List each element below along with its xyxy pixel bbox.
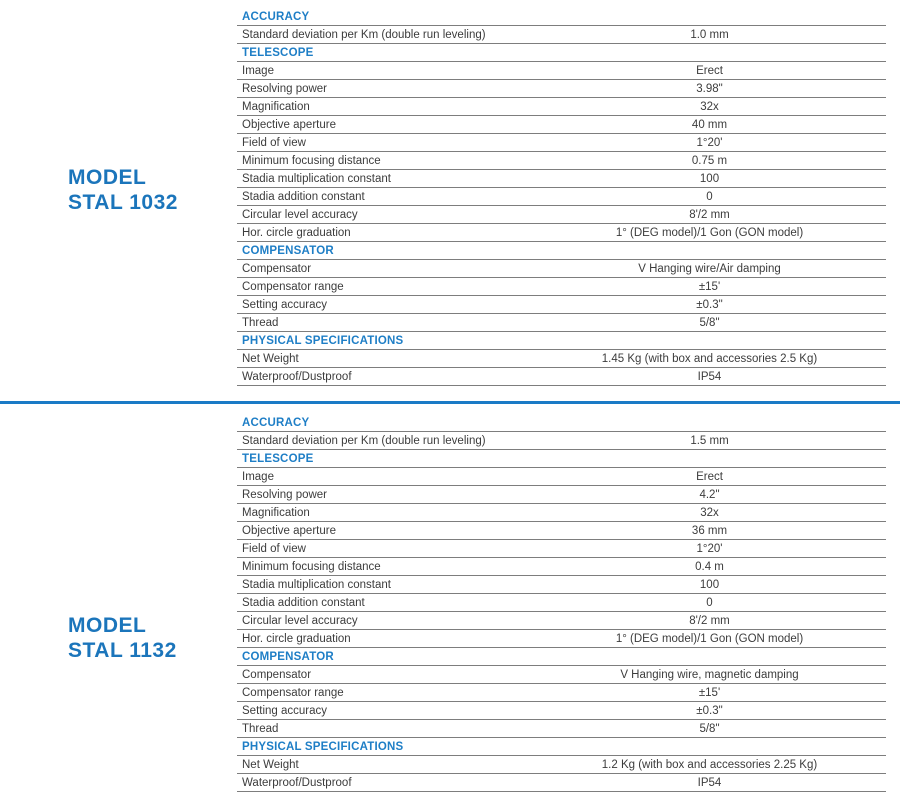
- spec-row-standard-deviation-per-km-double-run-leveling: [237, 26, 886, 44]
- spec-row-minimum-focusing-distance: [237, 152, 886, 170]
- spec-value: 4.2": [699, 488, 720, 501]
- spec-label: Circular level accuracy: [242, 208, 358, 221]
- spec-value: 36 mm: [691, 524, 728, 537]
- spec-row-circular-level-accuracy: [237, 612, 886, 630]
- section-header-telescope: TELESCOPE: [237, 450, 886, 468]
- spec-row-circular-level-accuracy: [237, 206, 886, 224]
- spec-value: 40 mm: [691, 118, 728, 131]
- spec-label: Hor. circle graduation: [242, 632, 351, 645]
- spec-label: Setting accuracy: [242, 704, 328, 717]
- spec-row-field-of-view: [237, 540, 886, 558]
- model-title-line2: STAL 1132: [68, 639, 177, 662]
- spec-label: Hor. circle graduation: [242, 226, 351, 239]
- spec-label: Resolving power: [242, 82, 328, 95]
- section-header-compensator: COMPENSATOR: [237, 242, 886, 260]
- spec-row-hor-circle-graduation: [237, 224, 886, 242]
- spec-row-magnification: [237, 98, 886, 116]
- spec-label: Net Weight: [242, 758, 299, 771]
- spec-value: 1.5 mm: [690, 434, 729, 447]
- spec-row-objective-aperture: [237, 522, 886, 540]
- section-header-physical-specifications: PHYSICAL SPECIFICATIONS: [237, 738, 886, 756]
- spec-value: 100: [699, 172, 720, 185]
- spec-label: Stadia multiplication constant: [242, 578, 391, 591]
- spec-value: 1°20': [696, 542, 723, 555]
- spec-value: ±15': [698, 686, 721, 699]
- spec-value: 32x: [700, 506, 719, 519]
- spec-label: Stadia addition constant: [242, 190, 365, 203]
- spec-table: [237, 8, 886, 386]
- model-title-line1: MODEL: [68, 614, 147, 637]
- spec-label: Standard deviation per Km (double run leveling): [242, 434, 486, 447]
- spec-row-minimum-focusing-distance: [237, 558, 886, 576]
- spec-row-setting-accuracy: [237, 296, 886, 314]
- spec-value: Erect: [696, 470, 723, 483]
- spec-label: Compensator: [242, 262, 312, 275]
- spec-value: 0: [706, 190, 713, 203]
- spec-label: Image: [242, 470, 274, 483]
- spec-label: Field of view: [242, 136, 306, 149]
- spec-value: 8'/2 mm: [689, 208, 730, 221]
- spec-value: IP54: [697, 370, 722, 383]
- spec-label: Objective aperture: [242, 118, 336, 131]
- spec-value: 1.2 Kg (with box and accessories 2.25 Kg): [601, 758, 818, 771]
- spec-value: IP54: [697, 776, 722, 789]
- spec-label: Thread: [242, 722, 279, 735]
- spec-row-net-weight: [237, 756, 886, 774]
- spec-label: Thread: [242, 316, 279, 329]
- spec-value: 0.75 m: [691, 154, 728, 167]
- spec-row-standard-deviation-per-km-double-run-leveling: [237, 432, 886, 450]
- spec-label: Circular level accuracy: [242, 614, 358, 627]
- spec-label: Magnification: [242, 100, 310, 113]
- section-header-accuracy: ACCURACY: [237, 8, 886, 26]
- spec-row-stadia-addition-constant: [237, 594, 886, 612]
- section-header-telescope: TELESCOPE: [237, 44, 886, 62]
- spec-label: Compensator: [242, 668, 312, 681]
- spec-label: Magnification: [242, 506, 310, 519]
- spec-row-resolving-power: [237, 80, 886, 98]
- spec-value: 100: [699, 578, 720, 591]
- spec-row-field-of-view: [237, 134, 886, 152]
- spec-value: 1° (DEG model)/1 Gon (GON model): [615, 226, 804, 239]
- spec-row-resolving-power: [237, 486, 886, 504]
- spec-row-hor-circle-graduation: [237, 630, 886, 648]
- spec-value: 1° (DEG model)/1 Gon (GON model): [615, 632, 804, 645]
- spec-label: Waterproof/Dustproof: [242, 776, 352, 789]
- spec-row-compensator: [237, 260, 886, 278]
- spec-value: 5/8": [699, 722, 720, 735]
- spec-row-setting-accuracy: [237, 702, 886, 720]
- spec-label: Waterproof/Dustproof: [242, 370, 352, 383]
- spec-row-net-weight: [237, 350, 886, 368]
- spec-label: Field of view: [242, 542, 306, 555]
- spec-row-waterproof-dustproof: [237, 774, 886, 792]
- spec-label: Setting accuracy: [242, 298, 328, 311]
- spec-row-thread: [237, 720, 886, 738]
- spec-value: 3.98": [696, 82, 723, 95]
- section-header-physical-specifications: PHYSICAL SPECIFICATIONS: [237, 332, 886, 350]
- spec-label: Minimum focusing distance: [242, 154, 381, 167]
- model-title-line2: STAL 1032: [68, 191, 178, 214]
- spec-row-compensator-range: [237, 278, 886, 296]
- spec-label: Resolving power: [242, 488, 328, 501]
- spec-row-stadia-multiplication-constant: [237, 576, 886, 594]
- spec-value: 32x: [700, 100, 719, 113]
- spec-value: ±0.3": [696, 704, 723, 717]
- spec-value: 5/8": [699, 316, 720, 329]
- spec-label: Minimum focusing distance: [242, 560, 381, 573]
- spec-label: Objective aperture: [242, 524, 336, 537]
- spec-row-compensator-range: [237, 684, 886, 702]
- spec-row-stadia-addition-constant: [237, 188, 886, 206]
- spec-row-magnification: [237, 504, 886, 522]
- spec-value: 1.0 mm: [690, 28, 729, 41]
- spec-value: ±15': [698, 280, 721, 293]
- spec-table: [237, 414, 886, 792]
- spec-label: Stadia multiplication constant: [242, 172, 391, 185]
- section-header-accuracy: ACCURACY: [237, 414, 886, 432]
- spec-value: 1°20': [696, 136, 723, 149]
- model-title-line1: MODEL: [68, 166, 147, 189]
- spec-value: 1.45 Kg (with box and accessories 2.5 Kg): [601, 352, 818, 365]
- spec-row-stadia-multiplication-constant: [237, 170, 886, 188]
- spec-label: Image: [242, 64, 274, 77]
- spec-value: V Hanging wire, magnetic damping: [620, 668, 799, 681]
- spec-label: Standard deviation per Km (double run leveling): [242, 28, 486, 41]
- spec-label: Stadia addition constant: [242, 596, 365, 609]
- spec-row-image: [237, 468, 886, 486]
- spec-value: 0.4 m: [695, 560, 724, 573]
- spec-row-waterproof-dustproof: [237, 368, 886, 386]
- spec-row-thread: [237, 314, 886, 332]
- model-title: [68, 613, 177, 663]
- spec-value: ±0.3": [696, 298, 723, 311]
- section-divider: [0, 401, 900, 404]
- spec-row-objective-aperture: [237, 116, 886, 134]
- spec-label: Compensator range: [242, 686, 344, 699]
- spec-value: Erect: [696, 64, 723, 77]
- spec-row-compensator: [237, 666, 886, 684]
- spec-row-image: [237, 62, 886, 80]
- spec-value: 0: [706, 596, 713, 609]
- section-header-compensator: COMPENSATOR: [237, 648, 886, 666]
- spec-value: V Hanging wire/Air damping: [638, 262, 781, 275]
- spec-label: Compensator range: [242, 280, 344, 293]
- spec-value: 8'/2 mm: [689, 614, 730, 627]
- model-title: [68, 165, 178, 215]
- spec-label: Net Weight: [242, 352, 299, 365]
